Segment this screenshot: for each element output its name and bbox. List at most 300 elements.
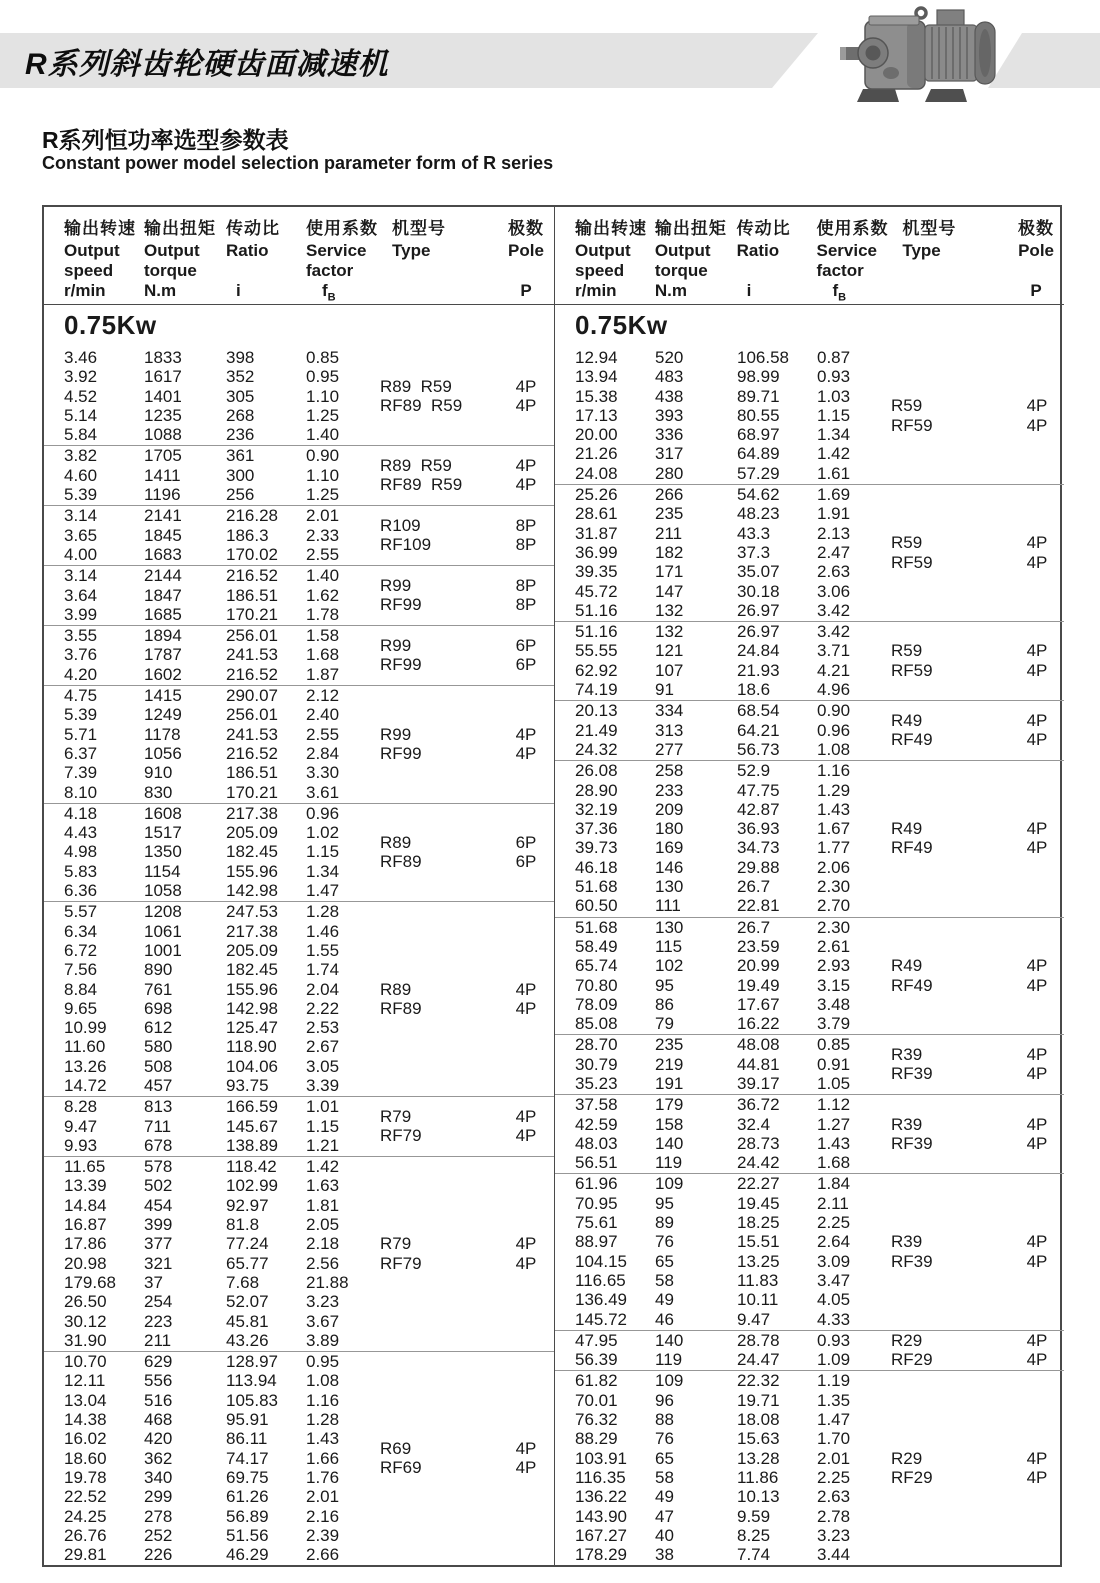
cell-factor: 0.90 — [817, 701, 851, 721]
cell-speed: 20.00 — [575, 425, 618, 445]
type-block — [891, 700, 1009, 760]
cell-factor: 1.40 — [306, 425, 340, 445]
cell-torque: 1847 — [144, 585, 182, 605]
pole-value: 4P — [1026, 819, 1048, 839]
cell-speed: 24.32 — [575, 739, 618, 759]
cell-factor: 3.06 — [817, 581, 851, 601]
cell-torque: 483 — [655, 367, 684, 387]
section-title: R系列恒功率选型参数表 — [42, 127, 289, 153]
cell-factor: 1.46 — [306, 921, 340, 941]
cell-speed: 8.10 — [64, 782, 98, 802]
cell-torque: 317 — [655, 444, 684, 464]
cell-speed: 10.70 — [64, 1352, 107, 1372]
parameter-group — [555, 1034, 1064, 1094]
cell-torque: 2144 — [144, 566, 182, 586]
pole-value: 4P — [515, 396, 537, 416]
pole-value: 4P — [1026, 1350, 1048, 1370]
cell-speed: 17.86 — [64, 1234, 107, 1254]
cell-ratio: 22.81 — [737, 896, 780, 916]
cell-factor: 3.67 — [306, 1311, 340, 1331]
pole-block — [1009, 347, 1065, 484]
cell-torque: 1833 — [144, 348, 182, 367]
pole-value: 4P — [1026, 956, 1048, 976]
pole-value: 4P — [1026, 533, 1048, 553]
cell-speed: 3.76 — [64, 645, 98, 665]
parameter-group — [555, 700, 1064, 760]
cell-speed: 136.49 — [575, 1290, 627, 1310]
cell-ratio: 19.45 — [737, 1193, 780, 1213]
cell-speed: 88.97 — [575, 1232, 618, 1252]
pole-value: 4P — [1026, 975, 1048, 995]
col-header-service-factor: 使用系数 Service factor $f_B$ — [306, 219, 378, 304]
cell-factor: 1.08 — [306, 1371, 340, 1391]
cell-speed: 65.74 — [575, 956, 618, 976]
pole-block — [1009, 700, 1065, 760]
cell-ratio: 80.55 — [737, 405, 780, 425]
cell-torque: 58 — [655, 1467, 674, 1487]
cell-factor: 2.11 — [817, 1193, 849, 1213]
cell-torque: 182 — [655, 542, 684, 562]
cell-factor: 1.67 — [817, 819, 851, 839]
col-header-pole: 极数 Pole P — [508, 219, 544, 300]
type-value: R79 — [380, 1106, 412, 1126]
cell-torque: 109 — [655, 1174, 684, 1194]
cell-torque: 321 — [144, 1253, 173, 1273]
cell-ratio: 28.78 — [737, 1330, 780, 1350]
cell-torque: 1058 — [144, 881, 182, 901]
parameter-group — [44, 347, 554, 445]
cell-speed: 58.49 — [575, 936, 618, 956]
pole-block — [1009, 621, 1065, 700]
cell-speed: 14.84 — [64, 1195, 107, 1215]
cell-factor: 1.68 — [817, 1153, 851, 1173]
cell-speed: 70.80 — [575, 975, 618, 995]
cell-factor: 2.63 — [817, 1487, 851, 1507]
pole-value: 4P — [515, 1106, 537, 1126]
cell-factor: 2.01 — [817, 1448, 851, 1468]
cell-factor: 0.95 — [306, 1352, 340, 1372]
pole-value: 4P — [515, 979, 537, 999]
cell-ratio: 241.53 — [226, 645, 278, 665]
cell-ratio: 8.25 — [737, 1525, 771, 1545]
cell-ratio: 113.94 — [226, 1371, 277, 1391]
cell-factor: 1.27 — [817, 1114, 851, 1134]
cell-torque: 1683 — [144, 544, 182, 564]
pole-value: 4P — [1026, 1232, 1048, 1252]
cell-ratio: 24.42 — [737, 1153, 780, 1173]
cell-speed: 13.26 — [64, 1056, 107, 1076]
cell-ratio: 34.73 — [737, 838, 780, 858]
type-value: RF109 — [380, 535, 432, 555]
pole-value: 4P — [1026, 660, 1048, 680]
cell-speed: 21.49 — [575, 720, 618, 740]
cell-ratio: 17.67 — [737, 994, 780, 1014]
cell-factor: 2.06 — [817, 857, 851, 877]
cell-speed: 13.94 — [575, 367, 618, 387]
cell-speed: 61.96 — [575, 1174, 618, 1194]
cell-torque: 340 — [144, 1467, 173, 1487]
type-block — [380, 445, 498, 505]
cell-torque: 95 — [655, 1193, 674, 1213]
cell-ratio: 19.71 — [737, 1390, 780, 1410]
cell-ratio: 216.52 — [226, 664, 278, 684]
cell-ratio: 47.75 — [737, 780, 780, 800]
cell-factor: 2.22 — [306, 998, 340, 1018]
cell-factor: 1.69 — [817, 485, 851, 505]
cell-torque: 362 — [144, 1448, 173, 1468]
cell-factor: 2.67 — [306, 1037, 340, 1057]
cell-factor: 3.39 — [306, 1075, 340, 1095]
cell-ratio: 42.87 — [737, 799, 780, 819]
cell-speed: 5.39 — [64, 705, 98, 725]
cell-ratio: 128.97 — [226, 1352, 278, 1372]
cell-speed: 10.99 — [64, 1018, 107, 1038]
cell-torque: 761 — [144, 979, 173, 999]
cell-torque: 502 — [144, 1176, 173, 1196]
type-value: R59 — [891, 533, 923, 553]
cell-ratio: 57.29 — [737, 463, 780, 483]
pole-value: 4P — [515, 456, 537, 476]
cell-torque: 115 — [655, 936, 683, 956]
cell-ratio: 216.28 — [226, 506, 278, 526]
cell-factor: 3.42 — [817, 600, 851, 620]
cell-ratio: 11.86 — [737, 1467, 779, 1487]
cell-speed: 37.36 — [575, 819, 618, 839]
cell-ratio: 29.88 — [737, 857, 780, 877]
pole-value: 4P — [515, 1458, 537, 1478]
cell-ratio: 145.67 — [226, 1116, 278, 1136]
cell-speed: 9.47 — [64, 1116, 98, 1136]
cell-torque: 698 — [144, 998, 173, 1018]
cell-torque: 121 — [655, 641, 684, 661]
cell-torque: 254 — [144, 1292, 173, 1312]
type-block — [380, 347, 498, 445]
type-value: RF39 — [891, 1133, 933, 1153]
cell-speed: 6.72 — [64, 940, 98, 960]
cell-speed: 8.28 — [64, 1097, 98, 1117]
cell-ratio: 30.18 — [737, 581, 780, 601]
cell-factor: 1.15 — [817, 405, 851, 425]
cell-torque: 266 — [655, 485, 684, 505]
cell-speed: 3.82 — [64, 446, 98, 466]
cell-torque: 107 — [655, 660, 684, 680]
cell-factor: 2.39 — [306, 1525, 340, 1545]
pole-value: 4P — [1026, 641, 1048, 661]
pole-value: 4P — [515, 1253, 537, 1273]
groups-right — [555, 347, 1064, 1565]
parameter-group — [555, 1330, 1064, 1371]
cell-factor: 1.63 — [306, 1176, 340, 1196]
parameter-group — [555, 347, 1064, 484]
cell-ratio: 26.7 — [737, 917, 771, 937]
cell-ratio: 186.51 — [226, 585, 278, 605]
cell-ratio: 155.96 — [226, 979, 278, 999]
cell-ratio: 36.72 — [737, 1095, 780, 1115]
cell-speed: 46.18 — [575, 857, 618, 877]
cell-factor: 1.08 — [817, 739, 851, 759]
cell-factor: 1.70 — [817, 1429, 851, 1449]
cell-torque: 313 — [655, 720, 684, 740]
cell-torque: 1235 — [144, 405, 182, 425]
pole-value: 4P — [515, 376, 537, 396]
cell-factor: 1.40 — [306, 566, 340, 586]
cell-ratio: 61.26 — [226, 1487, 269, 1507]
cell-speed: 20.98 — [64, 1253, 107, 1273]
cell-factor: 2.40 — [306, 705, 340, 725]
parameter-group — [44, 445, 554, 505]
cell-factor: 2.01 — [306, 1487, 340, 1507]
cell-ratio: 216.52 — [226, 566, 278, 586]
cell-speed: 6.37 — [64, 743, 98, 763]
type-value: RF39 — [891, 1064, 933, 1084]
cell-factor: 1.43 — [817, 1133, 851, 1153]
cell-speed: 16.87 — [64, 1215, 107, 1235]
cell-ratio: 7.74 — [737, 1545, 771, 1565]
cell-speed: 136.22 — [575, 1487, 627, 1507]
cell-ratio: 155.96 — [226, 861, 278, 881]
cell-ratio: 56.73 — [737, 739, 780, 759]
pole-block — [498, 445, 554, 505]
cell-speed: 19.78 — [64, 1467, 107, 1487]
cell-speed: 28.90 — [575, 780, 618, 800]
pole-value: 4P — [1026, 710, 1048, 730]
cell-speed: 5.39 — [64, 485, 98, 505]
type-value: R49 — [891, 710, 923, 730]
type-block — [891, 1370, 1009, 1565]
parameter-group — [44, 685, 554, 803]
pole-block — [498, 901, 554, 1096]
cell-ratio: 125.47 — [226, 1018, 278, 1038]
type-value: R59 — [891, 396, 923, 416]
cell-speed: 29.81 — [64, 1545, 107, 1565]
cell-torque: 336 — [655, 425, 684, 445]
cell-speed: 31.87 — [575, 523, 618, 543]
cell-torque: 49 — [655, 1290, 674, 1310]
cell-ratio: 64.89 — [737, 444, 780, 464]
cell-ratio: 52.07 — [226, 1292, 269, 1312]
type-value: R39 — [891, 1045, 923, 1065]
cell-torque: 169 — [655, 838, 684, 858]
pole-block — [1009, 1370, 1065, 1565]
cell-factor: 3.89 — [306, 1330, 340, 1350]
cell-ratio: 98.99 — [737, 367, 780, 387]
cell-factor: 2.84 — [306, 743, 340, 763]
cell-factor: 3.23 — [817, 1525, 851, 1545]
type-value: RF89 — [380, 852, 422, 872]
cell-factor: 1.42 — [817, 444, 851, 464]
cell-factor: 0.85 — [306, 348, 340, 367]
pole-value: 4P — [1026, 415, 1048, 435]
cell-factor: 1.91 — [817, 504, 851, 524]
cell-torque: 1705 — [144, 446, 182, 466]
type-block — [380, 1156, 498, 1351]
cell-factor: 4.05 — [817, 1290, 851, 1310]
cell-speed: 74.19 — [575, 680, 618, 700]
cell-speed: 55.55 — [575, 641, 618, 661]
cell-torque: 629 — [144, 1352, 173, 1372]
cell-torque: 219 — [655, 1054, 684, 1074]
cell-factor: 1.25 — [306, 485, 340, 505]
cell-speed: 85.08 — [575, 1014, 618, 1034]
fan-grille — [979, 29, 991, 77]
cell-factor: 3.15 — [817, 975, 851, 995]
cell-speed: 4.98 — [64, 842, 98, 862]
cell-speed: 56.39 — [575, 1350, 618, 1370]
power-label: 0.75Kw — [575, 310, 668, 340]
parameter-group — [44, 625, 554, 685]
cell-factor: 3.79 — [817, 1014, 851, 1034]
cell-torque: 46 — [655, 1309, 674, 1329]
cell-torque: 578 — [144, 1157, 173, 1177]
cell-factor: 1.43 — [817, 799, 851, 819]
cell-speed: 51.68 — [575, 917, 618, 937]
type-value: RF99 — [380, 655, 422, 675]
type-value: RF89 R59 — [380, 396, 463, 416]
cell-torque: 1196 — [144, 485, 181, 505]
pole-value: 6P — [515, 832, 537, 852]
cell-ratio: 205.09 — [226, 940, 278, 960]
cell-factor: 3.47 — [817, 1270, 851, 1290]
cell-factor: 2.18 — [306, 1234, 340, 1254]
pole-value: 6P — [515, 655, 537, 675]
type-block — [380, 565, 498, 625]
cell-ratio: 65.77 — [226, 1253, 269, 1273]
cell-factor: 3.05 — [306, 1056, 340, 1076]
cell-ratio: 10.11 — [737, 1290, 779, 1310]
pole-value: 4P — [515, 1438, 537, 1458]
cell-speed: 76.32 — [575, 1410, 618, 1430]
cell-torque: 158 — [655, 1114, 684, 1134]
pole-value: 4P — [515, 743, 537, 763]
cell-speed: 9.93 — [64, 1135, 98, 1155]
cell-torque: 47 — [655, 1506, 674, 1526]
cell-factor: 4.96 — [817, 680, 851, 700]
cell-torque: 132 — [655, 600, 684, 620]
cell-speed: 7.56 — [64, 960, 98, 980]
cell-torque: 65 — [655, 1251, 674, 1271]
cell-factor: 3.42 — [817, 622, 851, 642]
cell-speed: 145.72 — [575, 1309, 627, 1329]
cell-speed: 104.15 — [575, 1251, 627, 1271]
cell-factor: 1.43 — [306, 1429, 340, 1449]
cell-torque: 95 — [655, 975, 674, 995]
cell-ratio: 46.29 — [226, 1545, 269, 1565]
cell-torque: 258 — [655, 761, 684, 781]
cell-speed: 179.68 — [64, 1272, 116, 1292]
cell-ratio: 361 — [226, 446, 255, 466]
pole-value: 4P — [1026, 1133, 1048, 1153]
pole-value: 8P — [515, 535, 537, 555]
cell-factor: 1.34 — [306, 861, 340, 881]
cell-factor: 0.93 — [817, 1330, 851, 1350]
cell-torque: 1178 — [144, 724, 181, 744]
parameter-group — [44, 803, 554, 901]
cell-factor: 1.12 — [817, 1095, 851, 1115]
cell-factor: 1.58 — [306, 626, 340, 646]
cell-ratio: 182.45 — [226, 842, 278, 862]
cell-factor: 2.55 — [306, 724, 340, 744]
cell-speed: 143.90 — [575, 1506, 627, 1526]
cell-torque: 280 — [655, 463, 684, 483]
col-header-ratio: 传动比 Ratio i — [736, 219, 791, 300]
cell-speed: 78.09 — [575, 994, 618, 1014]
table-header — [44, 207, 554, 305]
cell-factor: 0.95 — [306, 367, 340, 387]
cell-torque: 140 — [655, 1133, 684, 1153]
cell-speed: 25.26 — [575, 485, 618, 505]
pole-block — [1009, 484, 1065, 621]
type-block — [891, 760, 1009, 916]
cell-torque: 88 — [655, 1410, 674, 1430]
cell-factor: 1.21 — [306, 1135, 340, 1155]
cell-torque: 211 — [144, 1330, 172, 1350]
cell-speed: 62.92 — [575, 660, 618, 680]
cell-factor: 2.64 — [817, 1232, 851, 1252]
cell-factor: 2.93 — [817, 956, 851, 976]
cell-factor: 2.78 — [817, 1506, 851, 1526]
cell-torque: 226 — [144, 1545, 173, 1565]
type-value: RF59 — [891, 552, 933, 572]
cell-torque: 102 — [655, 956, 684, 976]
type-value: RF89 R59 — [380, 475, 463, 495]
type-value: R99 — [380, 724, 412, 744]
gearbox-shade — [907, 22, 924, 88]
cell-ratio: 13.28 — [737, 1448, 780, 1468]
pole-value: 4P — [515, 1234, 537, 1254]
cell-ratio: 241.53 — [226, 724, 278, 744]
cell-torque: 830 — [144, 782, 173, 802]
cell-torque: 1685 — [144, 604, 182, 624]
pole-block — [1009, 1330, 1065, 1371]
type-value: R59 — [891, 641, 923, 661]
cell-torque: 171 — [655, 562, 684, 582]
cell-torque: 111 — [655, 896, 681, 916]
cell-speed: 32.19 — [575, 799, 618, 819]
cell-torque: 233 — [655, 780, 684, 800]
cell-speed: 42.59 — [575, 1114, 618, 1134]
cell-torque: 1894 — [144, 626, 182, 646]
cell-speed: 5.57 — [64, 902, 98, 922]
cell-ratio: 217.38 — [226, 803, 278, 823]
cell-speed: 51.68 — [575, 877, 618, 897]
cell-factor: 2.63 — [817, 562, 851, 582]
cell-factor: 1.66 — [306, 1448, 340, 1468]
cell-ratio: 81.8 — [226, 1215, 260, 1235]
cell-torque: 147 — [655, 581, 684, 601]
parameter-group — [555, 917, 1064, 1035]
cell-torque: 1415 — [144, 686, 182, 706]
cell-ratio: 26.97 — [737, 622, 780, 642]
cell-speed: 7.39 — [64, 763, 98, 783]
cell-torque: 58 — [655, 1270, 674, 1290]
cell-torque: 1411 — [144, 465, 181, 485]
cell-factor: 1.47 — [306, 881, 340, 901]
parameter-group — [555, 1094, 1064, 1173]
pole-value: 4P — [1026, 552, 1048, 572]
pole-value: 4P — [515, 475, 537, 495]
power-label: 0.75Kw — [64, 310, 157, 340]
cell-ratio: 26.7 — [737, 877, 771, 897]
cell-torque: 438 — [655, 386, 684, 406]
cell-torque: 146 — [655, 857, 684, 877]
cell-speed: 9.65 — [64, 998, 98, 1018]
type-value: RF29 — [891, 1467, 933, 1487]
col-header-output-torque: 输出扭矩 Output torque N.m — [654, 219, 727, 300]
type-block — [891, 347, 1009, 484]
cell-ratio: 52.9 — [737, 761, 771, 781]
cell-torque: 277 — [655, 739, 684, 759]
cell-torque: 420 — [144, 1429, 173, 1449]
